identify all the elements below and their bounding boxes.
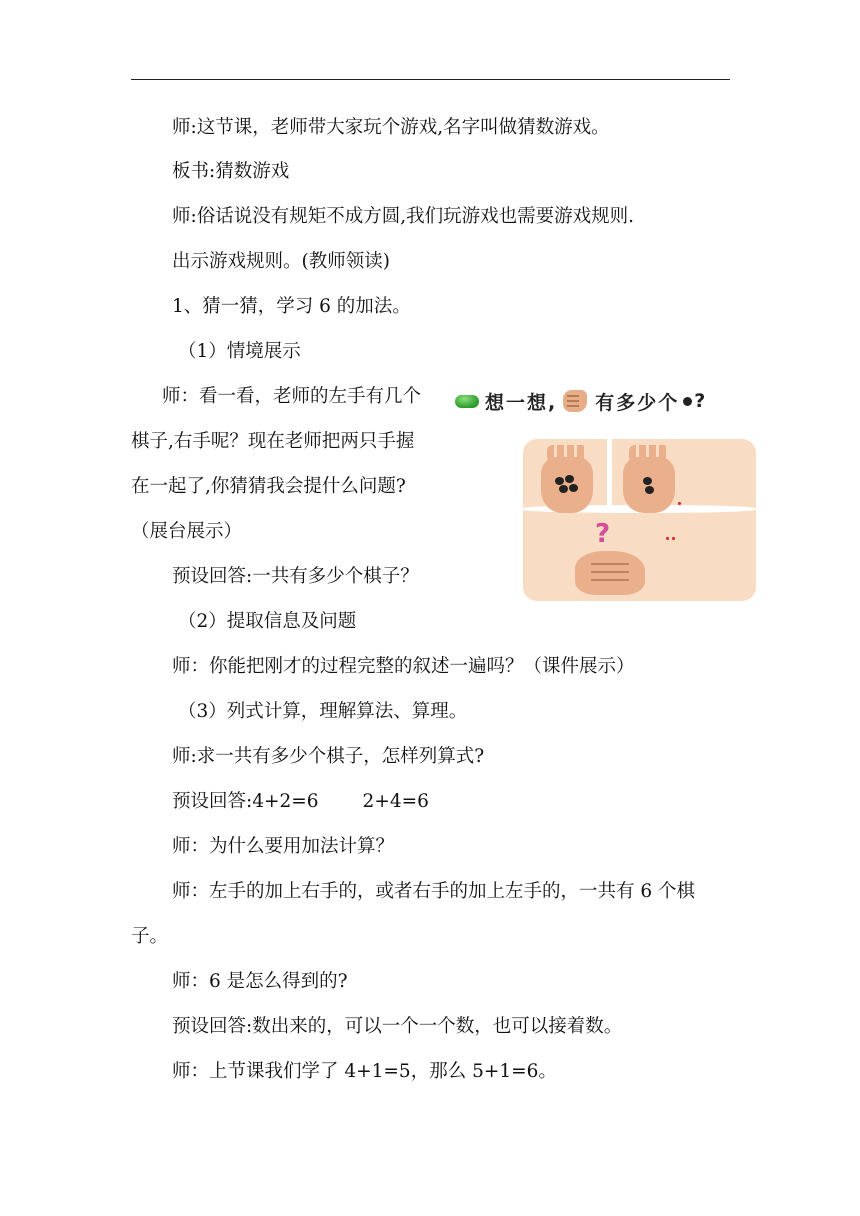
hands-figure [455,384,760,604]
figure-caption [455,384,707,418]
answer-formula-2: 2+4=6 [362,791,429,812]
red-dot [666,537,669,540]
black-stone-icon [683,397,692,406]
panel-divider [607,439,612,507]
text-line: 棋子,右手呢？现在老师把两只手握 [131,431,415,452]
text-line: 师:求一共有多少个棋子，怎样列算式? [172,746,485,767]
text-line: 师：为什么要用加法计算？ [172,836,395,857]
caption-question: ? [694,390,708,412]
header-rule [131,79,730,80]
text-line: 师：上节课我们学了 4+1=5，那么 5+1=6。 [172,1061,557,1082]
hands-panel [523,439,756,601]
text-line: （展台展示） [131,521,243,542]
left-hand-image [541,457,593,513]
question-mark-icon: ? [595,519,611,549]
text-line: （2）提取信息及问题 [178,611,357,632]
text-line: 师:这节课，老师带大家玩个游戏,名字叫做猜数游戏。 [172,117,610,138]
text-line: 师：左手的加上右手的，或者右手的加上左手的，一共有 6 个棋 [172,881,696,902]
text-line: 预设回答:一共有多少个棋子？ [172,566,419,587]
text-line: （3）列式计算，理解算法、算理。 [178,701,468,722]
clasped-hands-image [575,551,645,595]
caption-how-many: 有多少个 [595,391,680,414]
text-line: 出示游戏规则。(教师领读) [172,251,390,272]
text-line [172,790,429,814]
stone-icon [555,477,564,485]
answer-formula-1: 预设回答:4+2=6 [172,791,319,812]
text-line: 师:俗话说没有规矩不成方圆,我们玩游戏也需要游戏规则. [172,206,634,227]
text-line: 师：看一看，老师的左手有几个 [162,386,422,407]
fist-icon [563,390,587,412]
red-dot [678,502,681,505]
text-line: 预设回答:数出来的，可以一个一个数，也可以接着数。 [172,1016,623,1037]
stone-icon [645,486,654,494]
right-hand-image [623,457,675,513]
text-line: 师：你能把刚才的过程完整的叙述一遍吗？（课件展示） [172,656,635,677]
text-line: 师：6 是怎么得到的? [172,971,348,992]
green-pill-icon [455,395,479,408]
text-line: 子。 [131,926,169,947]
stone-icon [569,484,578,492]
stone-icon [559,485,568,493]
caption-think: 想一想, [485,391,558,414]
text-line: 1、猜一猜，学习 6 的加法。 [172,296,411,317]
stone-icon [565,475,574,483]
text-line: （1）情境展示 [178,341,301,362]
red-dot [672,537,675,540]
text-line: 板书:猜数游戏 [172,161,290,182]
stone-icon [643,477,652,485]
text-line: 在一起了,你猜猜我会提什么问题? [131,476,406,497]
